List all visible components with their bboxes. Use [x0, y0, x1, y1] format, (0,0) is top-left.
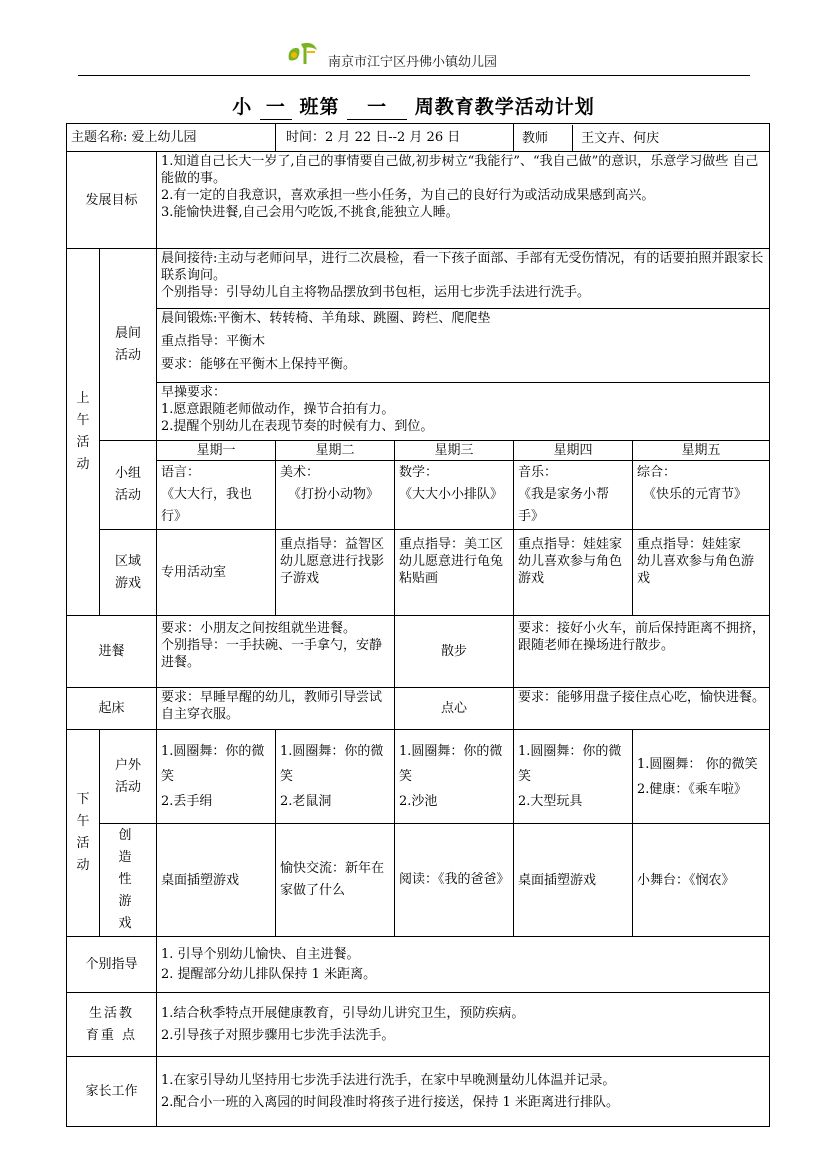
- group-subject: 美术：: [280, 465, 320, 480]
- theme-cell: 主题名称: 爱上幼儿园: [67, 124, 276, 152]
- outdoor-cell: [633, 730, 770, 824]
- meal-content: [157, 616, 395, 688]
- plan-table: [66, 123, 770, 1127]
- weekday-header: 星期二: [276, 441, 395, 461]
- exercise-line: 晨间锻炼:平衡木、转转椅、羊角球、跳圈、跨栏、爬爬垫: [161, 311, 491, 326]
- teacher-label: 教师: [518, 125, 573, 151]
- goal-item: 2.有一定的自我意识，喜欢承担一些小任务，为自己的良好行为或活动成果感到高兴。: [161, 188, 655, 203]
- outdoor-line: 2.丢手绢: [161, 794, 213, 809]
- group-subject: 语言：: [161, 465, 201, 480]
- group-cell: [395, 461, 514, 530]
- parents-work-content: [157, 1057, 770, 1127]
- meal-label: 进餐: [67, 616, 157, 688]
- outdoor-line: 2.大型玩具: [518, 794, 583, 809]
- greeting-line: 晨间接待:主动与老师问早，进行二次晨检，看一下孩子面部、手部有无受伤情况，有的话要拍照并跟家长联系询问。: [161, 251, 764, 283]
- exercise-line: 要求：能够在平衡木上保持平衡。: [161, 357, 357, 372]
- outdoor-line: 1.圆圈舞：你的微笑: [280, 744, 384, 784]
- exercise-line: 重点指导：平衡木: [161, 334, 266, 349]
- guidance-content: [157, 937, 770, 993]
- snack-label: 点心: [395, 688, 514, 730]
- area-focus: 重点指导：美工区: [399, 537, 504, 552]
- meal-line: 个别指导：一手扶碗、一手拿勺，安静进餐。: [161, 638, 383, 670]
- snack-content: 要求：能够用盘子接住点心吃，愉快进餐。: [514, 688, 770, 730]
- title-part1: 小: [232, 96, 253, 118]
- creative-cell: 小舞台：《悯农》: [633, 824, 770, 937]
- page-title: [0, 92, 827, 120]
- walk-label: 散步: [395, 616, 514, 688]
- outdoor-line: 2.老鼠洞: [280, 794, 332, 809]
- meal-line: 要求：小朋友之间按组就坐进餐。: [161, 621, 357, 636]
- goals-label: 发展目标: [67, 152, 157, 249]
- drill-line: 1.愿意跟随老师做动作，操节合拍有力。: [161, 402, 395, 417]
- morning-drill: [157, 383, 770, 441]
- outdoor-label: [100, 730, 157, 824]
- teacher-names: 王文卉、何庆: [581, 130, 660, 146]
- area-focus: 重点指导：益智区: [280, 537, 385, 552]
- outdoor-cell: [276, 730, 395, 824]
- outdoor-line: 1.圆圈舞： 你的微笑: [637, 756, 758, 772]
- area-desc: 幼儿喜欢参与角色游戏: [518, 554, 623, 586]
- afternoon-section-text: 下午活动: [76, 792, 90, 873]
- life-education-label: [67, 993, 157, 1057]
- morning-section-label: [67, 249, 100, 616]
- walk-content: 要求：接好小火车，前后保持距离不拥挤，跟随老师在操场进行散步。: [514, 616, 770, 688]
- area-cell: [395, 530, 514, 616]
- outdoor-line: 1.圆圈舞：你的微笑: [161, 744, 265, 784]
- weekday-header: 星期三: [395, 441, 514, 461]
- group-cell: [157, 461, 276, 530]
- parents-work-label: 家长工作: [67, 1057, 157, 1127]
- area-desc: 幼儿愿意进行找影子游戏: [280, 554, 385, 586]
- title-week-number: 一: [347, 92, 407, 120]
- area-desc: 幼儿喜欢参与角色游戏: [637, 554, 755, 586]
- group-topic: 《大大小小排队》: [399, 487, 504, 502]
- parents-line: 1.在家引导幼儿坚持用七步洗手法进行洗手，在家中早晚测量幼儿体温并记录。: [161, 1072, 616, 1088]
- outdoor-text: 户外活动: [114, 757, 141, 795]
- group-topic: 《快乐的元宵节》: [643, 487, 748, 502]
- area-game-text: 区域游戏: [114, 553, 141, 591]
- weekday-header: 星期五: [633, 441, 770, 461]
- title-class-number: 一: [260, 92, 292, 120]
- group-cell: [514, 461, 633, 530]
- area-cell: [514, 530, 633, 616]
- morning-activity-text: 晨间活动: [114, 325, 141, 363]
- title-part3: 周教育教学活动计划: [414, 96, 595, 118]
- parents-line: 2.配合小一班的入离园的时间段准时将孩子进行接送，保持 1 米距离进行排队。: [161, 1094, 619, 1110]
- morning-greeting: [157, 249, 770, 309]
- group-subject: 综合：: [637, 465, 677, 480]
- area-game-label: [100, 530, 157, 616]
- group-subject: 数学：: [399, 465, 439, 480]
- outdoor-line: 2.沙池: [399, 794, 438, 809]
- school-name: 南京市江宁区丹佛小镇幼儿园: [328, 55, 498, 70]
- area-cell: [276, 530, 395, 616]
- area-cell: [633, 530, 770, 616]
- group-subject: 音乐：: [518, 465, 558, 480]
- outdoor-line: 1.圆圈舞：你的微笑: [399, 744, 503, 784]
- weekday-header: 星期一: [157, 441, 276, 461]
- goal-item: 1.知道自己长大一岁了,自己的事情要自己做,初步树立“我能行”、“我自己做”的意识，乐意学习做些 自己能做的事。: [161, 154, 759, 186]
- time-cell: 时间：2 月 22 日--2 月 26 日: [276, 124, 514, 152]
- drill-line: 2.提醒个别幼儿在表现节奏的时候有力、到位。: [161, 419, 434, 434]
- teacher-cell: [514, 124, 770, 152]
- area-focus: 重点指导：娃娃家: [637, 537, 742, 552]
- weekday-header: 星期四: [514, 441, 633, 461]
- outdoor-line: 1.圆圈舞：你的微笑: [518, 744, 622, 784]
- group-activity-text: 小组活动: [114, 466, 141, 503]
- outdoor-cell: [395, 730, 514, 824]
- guidance-line: 1. 引导个别幼儿愉快、自主进餐。: [161, 946, 360, 962]
- area-cell-mon: 专用活动室: [157, 530, 276, 616]
- life-line: 2.引导孩子对照步骤用七步洗手法洗手。: [161, 1027, 395, 1043]
- outdoor-line: 2.健康：《乘车啦》: [637, 781, 747, 797]
- greeting-line: 个别指导：引导幼儿自主将物品摆放到书包柜，运用七步洗手法进行洗手。: [161, 285, 591, 300]
- afternoon-section-label: [67, 730, 100, 937]
- outdoor-cell: [157, 730, 276, 824]
- outdoor-cell: [514, 730, 633, 824]
- school-logo-icon: [283, 38, 323, 68]
- group-topic: 《大大行，我也行》: [161, 487, 253, 524]
- title-part2: 班第: [299, 96, 340, 118]
- group-topic: 《打扮小动物》: [288, 487, 380, 502]
- guidance-line: 2. 提醒部分幼儿排队保持 1 米距离。: [161, 966, 377, 982]
- guidance-label: 个别指导: [67, 937, 157, 993]
- creative-cell: 桌面插塑游戏: [157, 824, 276, 937]
- area-desc: 幼儿愿意进行龟兔粘贴画: [399, 554, 504, 586]
- creative-label: [100, 824, 157, 937]
- wake-label: 起床: [67, 688, 157, 730]
- creative-text: 创造性游戏: [118, 828, 138, 931]
- goals-content: [157, 152, 770, 249]
- morning-section-text: 上午活动: [76, 391, 90, 472]
- life-line: 1.结合秋季特点开展健康教育，引导幼儿讲究卫生，预防疾病。: [161, 1005, 525, 1021]
- wake-content: 要求：早睡早醒的幼儿，教师引导尝试自主穿衣服。: [157, 688, 395, 730]
- life-education-content: [157, 993, 770, 1057]
- morning-exercise: [157, 309, 770, 383]
- header-divider: [78, 75, 750, 76]
- drill-line: 早操要求：: [161, 385, 227, 400]
- group-cell: [633, 461, 770, 530]
- group-topic: 《我是家务小帮手》: [518, 487, 610, 524]
- morning-activity-label: [100, 249, 157, 441]
- area-focus: 重点指导：娃娃家: [518, 537, 623, 552]
- creative-cell: 愉快交流：新年在家做了什么: [276, 824, 395, 937]
- group-activity-label: [100, 441, 157, 530]
- life-education-text: 生活教育重 点: [85, 1005, 138, 1043]
- creative-cell: 阅读：《我的爸爸》: [395, 824, 514, 937]
- group-cell: [276, 461, 395, 530]
- page-header: [0, 0, 827, 80]
- creative-cell: 桌面插塑游戏: [514, 824, 633, 937]
- goal-item: 3.能愉快进餐,自己会用勺吃饭,不挑食,能独立人睡。: [161, 205, 459, 220]
